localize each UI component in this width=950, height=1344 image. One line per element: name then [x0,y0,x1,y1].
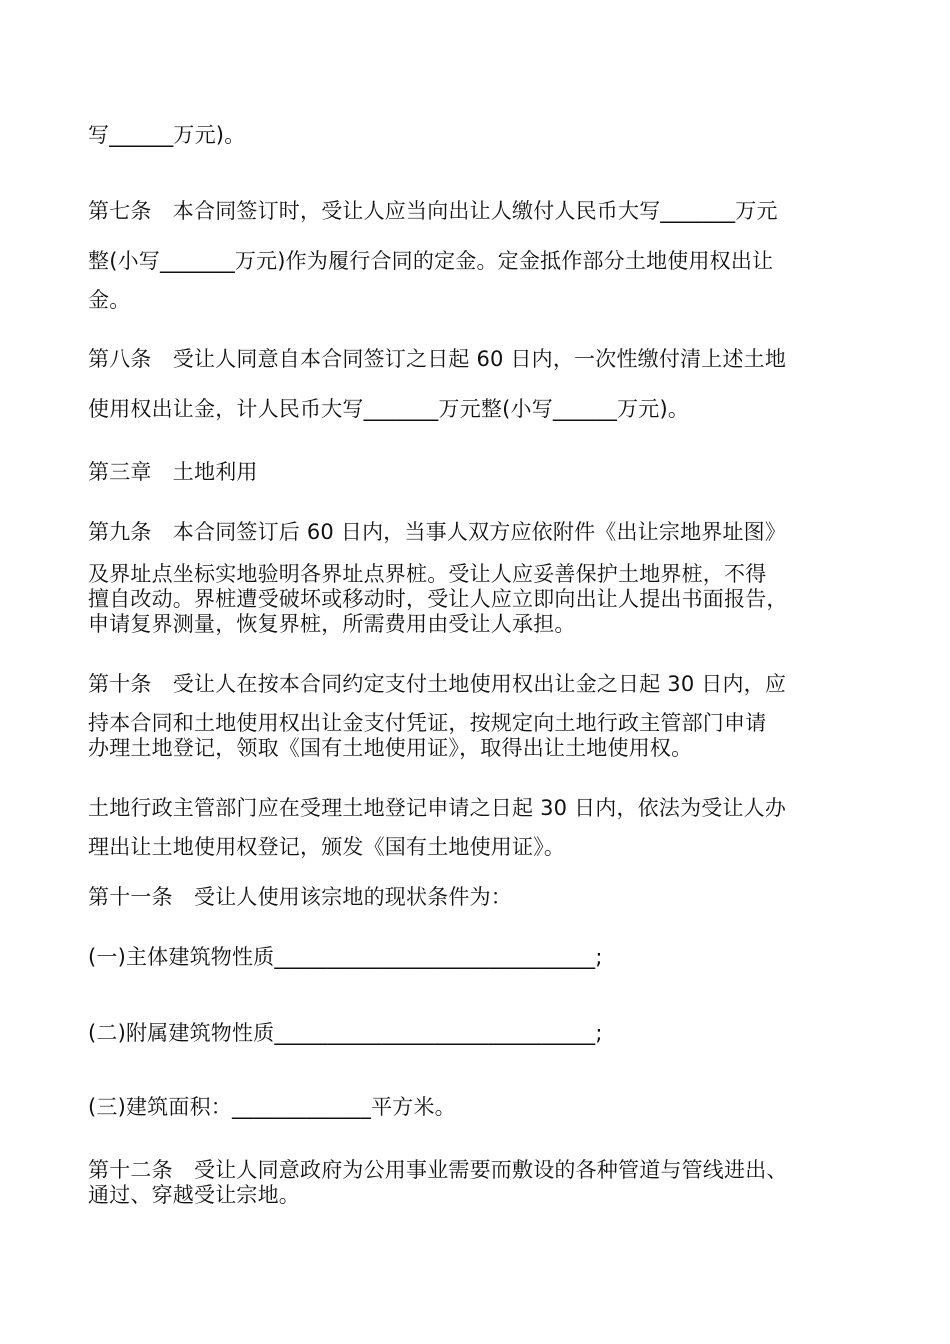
text-line: 第九条 本合同签订后 60 日内，当事人双方应依附件《出让宗地界址图》 [88,520,787,544]
text-line: 第十条 受让人在按本合同约定支付土地使用权出让金之日起 30 日内，应 [88,672,787,696]
text-line: 第十二条 受让人同意政府为公用事业需要而敷设的各种管道与管线进出、 [88,1158,788,1182]
text-line: 理出让土地使用权登记，颁发《国有土地使用证》。 [88,835,566,859]
text-line: 写______万元)。 [88,123,246,147]
text-line: 第十一条 受让人使用该宗地的现状条件为： [88,885,512,909]
text-line: 第七条 本合同签订时，受让人应当向出让人缴付人民币大写_______万元 [88,199,778,223]
text-line: 第八条 受让人同意自本合同签订之日起 60 日内，一次性缴付清上述土地 [88,347,787,371]
text-line: (三)建筑面积：_____________平方米。 [88,1095,456,1119]
text-line: 使用权出让金，计人民币大写_______万元整(小写______万元)。 [88,397,690,421]
text-line: 及界址点坐标实地验明各界址点界桩。受让人应妥善保护土地界桩，不得 [88,562,767,586]
text-line: (一)主体建筑物性质______________________________; [88,945,603,969]
text-line: 土地行政主管部门应在受理土地登记申请之日起 30 日内，依法为受让人办 [88,796,787,820]
text-line: 金。 [88,288,131,312]
text-line: (二)附属建筑物性质______________________________; [88,1021,603,1045]
text-line: 擅自改动。界桩遭受破坏或移动时，受让人应立即向出让人提出书面报告， [88,587,788,611]
text-line: 办理土地登记，领取《国有土地使用证》，取得出让土地使用权。 [88,736,693,760]
text-line: 持本合同和土地使用权出让金支付凭证，按规定向土地行政主管部门申请 [88,711,767,735]
text-line: 整(小写_______万元)作为履行合同的定金。定金抵作部分土地使用权出让 [88,249,774,273]
text-line: 申请复界测量，恢复界桩，所需费用由受让人承担。 [88,612,576,636]
text-line: 通过、穿越受让宗地。 [88,1183,300,1207]
section-heading: 第三章 土地利用 [88,460,258,484]
